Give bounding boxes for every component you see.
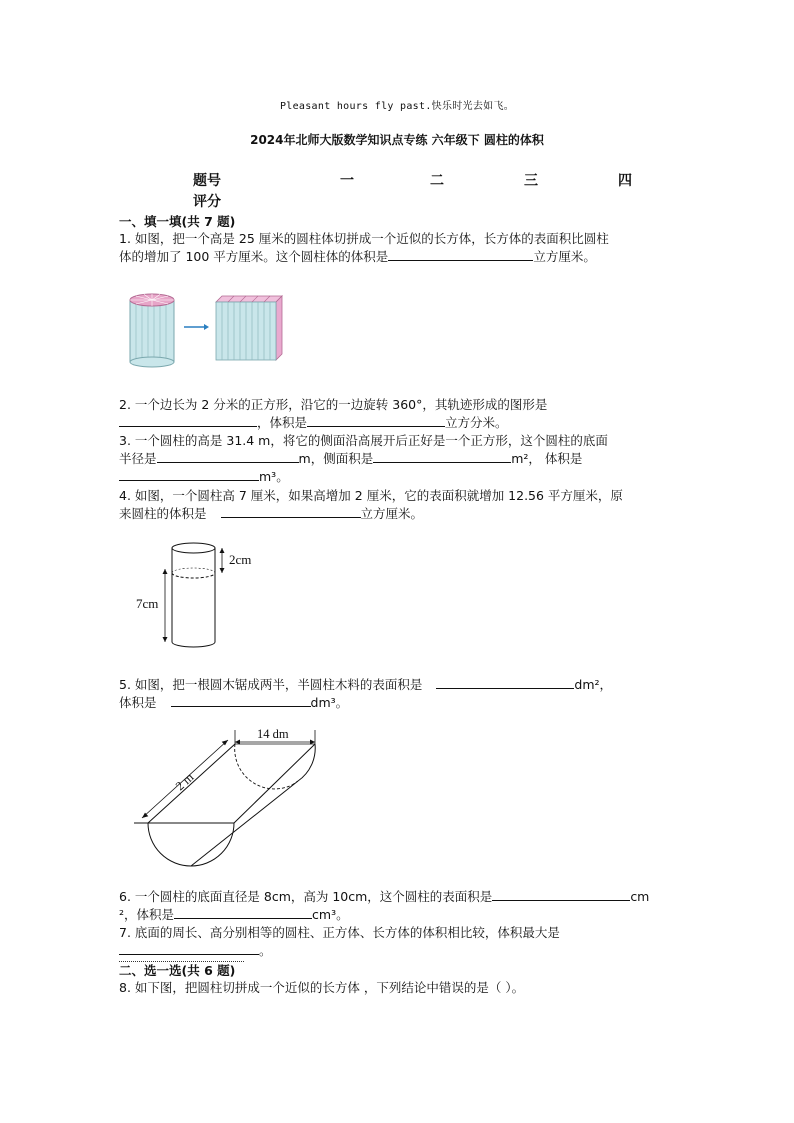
q2-line-1: 2. 一个边长为 2 分米的正方形，沿它的一边旋转 360°，其轨迹形成的图形是 <box>119 397 548 412</box>
q6-prefix-2: ²，体积是 <box>119 907 175 922</box>
q7-suffix: 。 <box>259 943 272 958</box>
q5-prefix-2: 体积是 <box>119 695 157 710</box>
q1-prefix: 体的增加了 100 平方厘米。这个圆柱体的体积是 <box>119 249 389 264</box>
q6-line-2 <box>119 906 349 924</box>
q5-volume-blank[interactable] <box>171 694 311 707</box>
q4-line-2 <box>119 505 423 523</box>
q5-line-1 <box>119 676 612 694</box>
q3-m3: m³。 <box>259 469 289 484</box>
q4-suffix: 立方厘米。 <box>360 506 424 521</box>
q3-radius-blank[interactable] <box>157 450 299 463</box>
score-table-col-2: 二 <box>430 173 444 189</box>
q4-label-7cm: 7cm <box>136 596 159 611</box>
score-table-score-label: 评分 <box>193 194 221 210</box>
section-2-heading: 二、选一选(共 6 题) <box>119 963 236 978</box>
q3-line-3 <box>119 468 289 486</box>
q3-m2: m²， 体积是 <box>511 451 583 466</box>
q3-line-2 <box>119 450 582 468</box>
score-table-number-label: 题号 <box>193 173 221 189</box>
q7-line-2 <box>119 942 272 960</box>
q4-answer-blank[interactable] <box>221 505 361 518</box>
q1-suffix: 立方厘米。 <box>533 249 596 264</box>
q4-line-1: 4. 如图，一个圆柱高 7 厘米，如果高增加 2 厘米，它的表面积就增加 12.56 平方厘米，原 <box>119 488 623 503</box>
q1-answer-blank[interactable] <box>388 248 533 261</box>
q2-volume-blank[interactable] <box>307 414 445 427</box>
q5-line-2 <box>119 694 348 712</box>
q8-line-1: 8. 如下图，把圆柱切拼成一个近似的长方体 ，下列结论中错误的是（ ）。 <box>119 980 525 995</box>
score-table-col-1: 一 <box>340 173 354 189</box>
section-1-heading: 一、填一填(共 7 题) <box>119 214 236 229</box>
q5-dm3: dm³。 <box>310 695 349 710</box>
page-title: 2024年北师大版数学知识点专练 六年级下 圆柱的体积 <box>250 133 544 147</box>
q2-mid: ，体积是 <box>257 415 308 430</box>
motto-text: Pleasant hours fly past.快乐时光去如飞。 <box>279 101 515 112</box>
q1-figure-cylinder-to-cuboid <box>120 290 300 372</box>
q3-line-1: 3. 一个圆柱的高是 31.4 m，将它的侧面沿高展开后正好是一个正方形，这个圆柱的底面 <box>119 433 608 448</box>
q4-label-2cm: 2cm <box>229 552 252 567</box>
q7-answer-blank[interactable] <box>119 942 259 955</box>
q2-suffix: 立方分米。 <box>445 415 508 430</box>
q5-figure-half-cylinder <box>132 722 332 870</box>
q6-cm: cm <box>630 889 650 904</box>
q6-prefix: 6. 一个圆柱的底面直径是 8cm，高为 10cm，这个圆柱的表面积是 <box>119 889 493 904</box>
q4-figure-cylinder <box>130 536 270 652</box>
q1-line-1: 1. 如图，把一个高是 25 厘米的圆柱体切拼成一个近似的长方体，长方体的表面积比圆柱 <box>119 231 609 246</box>
q5-dm2: dm²， <box>574 677 613 692</box>
q1-line-2 <box>119 248 596 266</box>
cuboid-side <box>276 296 282 360</box>
q5-label-14dm: 14 dm <box>257 727 289 741</box>
q3-area-blank[interactable] <box>373 450 511 463</box>
q6-line-1 <box>119 888 649 906</box>
cuboid-top <box>216 296 282 302</box>
q3-prefix: 半径是 <box>119 451 157 466</box>
q3-m: m，侧面积是 <box>298 451 374 466</box>
q3-volume-blank[interactable] <box>119 468 259 481</box>
q2-line-2 <box>119 414 508 432</box>
score-table-col-3: 三 <box>524 173 538 189</box>
q5-label-2m: 2 m <box>172 770 197 794</box>
q6-volume-blank[interactable] <box>174 906 312 919</box>
cylinder-body <box>130 300 174 362</box>
q6-cm3: cm³。 <box>312 907 349 922</box>
q4-prefix: 来圆柱的体积是 <box>119 506 207 521</box>
q2-shape-blank[interactable] <box>119 414 257 427</box>
q5-prefix: 5. 如图，把一根圆木锯成两半，半圆柱木料的表面积是 <box>119 677 423 692</box>
q6-area-blank[interactable] <box>492 888 630 901</box>
score-table-col-4: 四 <box>618 173 632 189</box>
q7-line-1: 7. 底面的周长、高分别相等的圆柱、正方体、长方体的体积相比较，体积最大是 <box>119 925 560 940</box>
q5-area-blank[interactable] <box>436 676 574 689</box>
